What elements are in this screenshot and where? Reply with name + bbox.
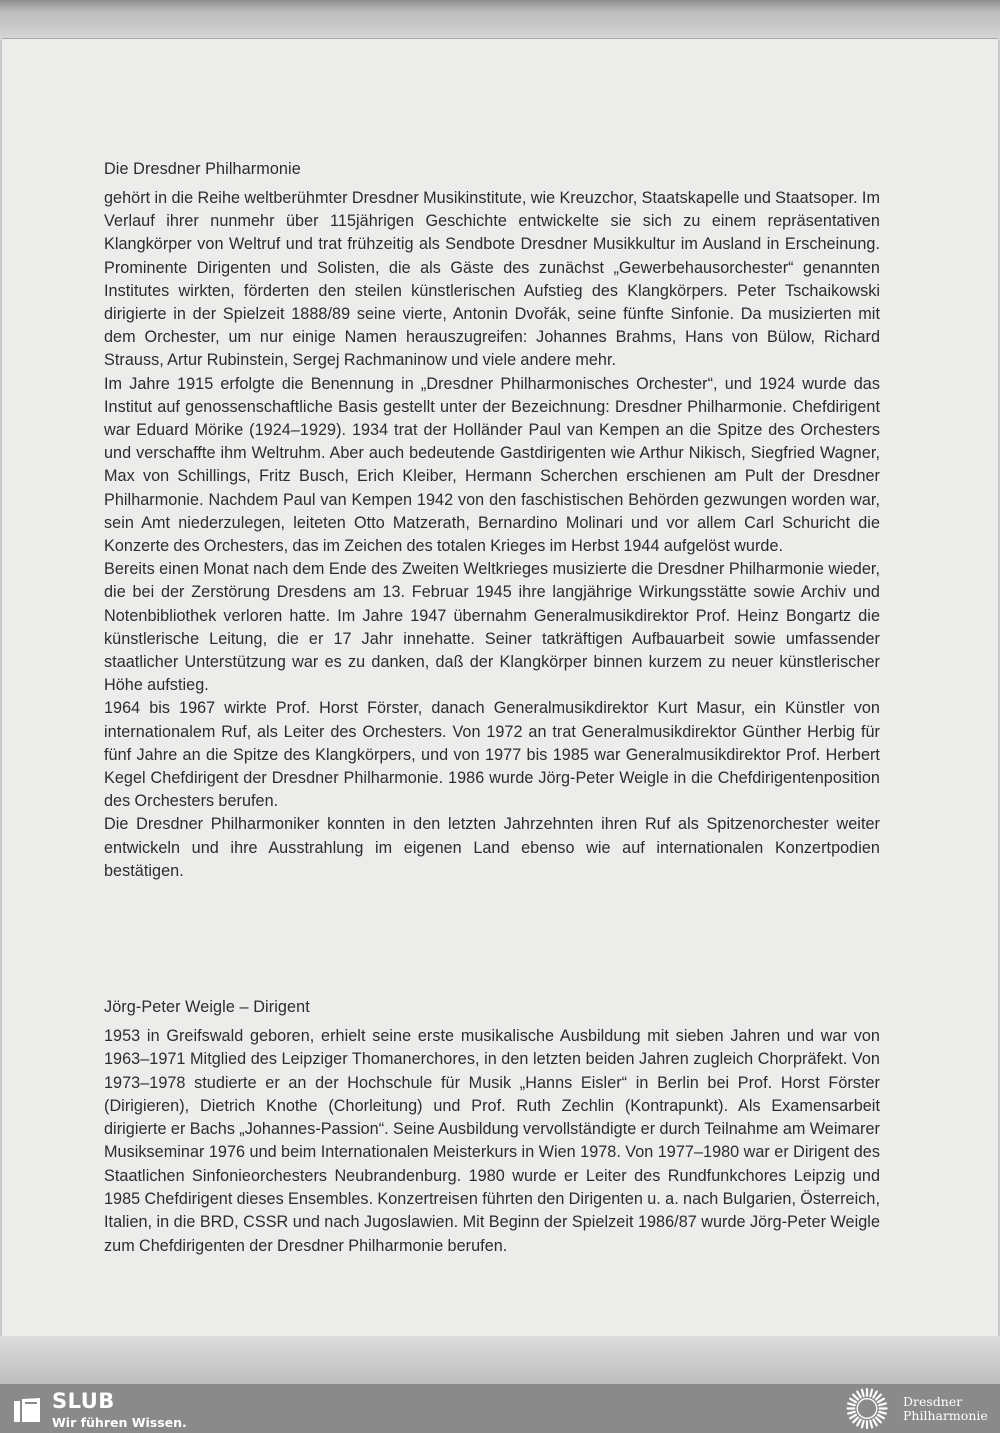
sunburst-ray: [857, 1420, 860, 1426]
paragraph: 1964 bis 1967 wirkte Prof. Horst Förster, danach Generalmusikdirektor Kurt Masur, ein Künstler von internationalem Ruf, als Leiter des Orchesters. Von 1972 an trat Generalmusikdirektor Günther Herbig für fünf Jahre an die Spitze des Klangkörpers, und von 1977 bis 1985 war Generalmusikdirektor Prof. Herbert Kegel Chefdirigent der Dresdner Philharmonie. 1986 wurde Jörg-Peter Weigle in die Chefdirigentenposition des Orchesters berufen.: [104, 699, 880, 811]
orchestra-name-line2: Philharmonie: [903, 1408, 988, 1423]
conductor-biography-section: [104, 997, 880, 1258]
sunburst-ray: [870, 1390, 872, 1397]
sunburst-ray: [879, 1412, 886, 1414]
library-name[interactable]: SLUB: [52, 1389, 115, 1413]
sunburst-ray: [862, 1390, 864, 1397]
sunburst-ray: [853, 1395, 858, 1400]
orchestra-name-line1: Dresdner: [903, 1394, 963, 1409]
sunburst-ray: [879, 1403, 886, 1405]
book-icon: [14, 1398, 42, 1422]
sunburst-ray: [870, 1421, 872, 1428]
sunburst-ray: [848, 1412, 855, 1414]
orchestra-logo-text[interactable]: [903, 1395, 999, 1423]
sunburst-ray: [850, 1415, 856, 1418]
section-heading: Jörg-Peter Weigle – Dirigent: [104, 998, 310, 1016]
sunburst-ray: [878, 1399, 884, 1402]
section-heading: Die Dresdner Philharmonie: [104, 160, 301, 178]
footer-bar: [0, 1384, 1000, 1433]
paragraph: gehört in die Reihe weltberühmter Dresdner Musikinstitute, wie Kreuzchor, Staatskapelle und Staatsoper. Im Verlauf ihrer nunmehr über 115jährigen Geschichte entwickelte sie sich zu einem repräsentativen Klangkörper von Weltruf und trat frühzeitig als Sendbote Dresdner Musikkultur im Ausland in Erscheinung. Prominente Dirigenten und Solisten, die als Gäste des zunächst „Gewerbehausorchester“ genannten Institutes wirkten, förderten den steilen künstlerischen Aufstieg des Klangkörpers. Peter Tschaikowski dirigierte in der Spielzeit 1888/89 seine vierte, Antonin Dvořák, seine fünfte Sinfonie. Da musizierten mit dem Orchester, um nur einige Namen herauszugreifen: Johannes Brahms, Hans von Bülow, Richard Strauss, Artur Rubinstein, Sergej Rachmaninow und viele andere mehr.: [104, 189, 880, 370]
sunburst-ray: [862, 1421, 864, 1428]
sunburst-ray: [873, 1392, 876, 1398]
scan-bottom-margin: [0, 1336, 1000, 1384]
document-page: [2, 38, 998, 1337]
sunburst-ray: [878, 1415, 884, 1418]
paragraph: 1953 in Greifswald geboren, erhielt seine erste musikalische Ausbildung mit sieben Jahren und war von 1963–1971 Mitglied des Leipziger Thomanerchores, in den letzten beiden Jahren zugleich Chorpräfekt. Von 1973–1978 studierte er an der Hochschule für Musik „Hanns Eisler“ in Berlin bei Prof. Horst Förster (Dirigieren), Dietrich Knothe (Chorleitung) und Prof. Ruth Zechlin (Kontrapunkt). Als Examensarbeit dirigierte er Bachs „Johannes-Passion“. Seine Ausbildung vervollständigte er durch Teilnahme am Weimarer Musikseminar 1976 und beim Internationalen Meisterkurs in Wien 1978. Von 1977–1980 war er Dirigent des Staatlichen Sinfonieorchesters Neubrandenburg. 1980 wurde er Leiter des Rundfunkchores Leipzig und 1985 Chefdirigent dieses Ensembles. Konzertreisen führten den Dirigenten u. a. nach Bulgarien, Österreich, Italien, in die BRD, CSSR und nach Jugoslawien. Mit Beginn der Spielzeit 1986/87 wurde Jörg-Peter Weigle zum Chefdirigenten der Dresdner Philharmonie berufen.: [104, 1027, 880, 1255]
paragraph: Die Dresdner Philharmoniker konnten in den letzten Jahrzehnten ihren Ruf als Spitzenorchester weiter entwickeln und ihre Ausstrahlung im eigenen Land ebenso wie auf internationalen Konzertpodien bestätigen.: [104, 815, 880, 880]
scan-top-edge: [0, 0, 1000, 40]
library-tagline: Wir führen Wissen.: [52, 1415, 187, 1430]
sunburst-ray: [876, 1395, 881, 1400]
sunburst-ray: [850, 1399, 856, 1402]
paragraph: Im Jahre 1915 erfolgte die Benennung in „Dresdner Philharmonisches Orchester“, und 1924 wurde das Institut auf genossenschaftliche Basis gestellt unter der Bezeichnung: Dresdner Philharmonie. Chefdirigent war Eduard Mörike (1924–1929). 1934 trat der Holländer Paul van Kempen an die Spitze des Orchesters und verschaffte ihm Weltruhm. Aber auch bedeutende Gastdirigenten wie Arthur Nikisch, Siegfried Wagner, Max von Schillings, Fritz Busch, Erich Kleiber, Hermann Scherchen erschienen am Pult der Dresdner Philharmonie. Nachdem Paul van Kempen 1942 von den faschistischen Behörden gezwungen worden war, sein Amt niederzulegen, leiteten Otto Matzerath, Bernardino Molinari und vor allem Carl Schuricht die Konzerte des Orchesters, das im Zeichen des totalen Krieges im Herbst 1944 aufgelöst wurde.: [104, 374, 880, 556]
sunburst-ray: [848, 1403, 855, 1405]
sunburst-ray: [857, 1392, 860, 1398]
sunburst-ray: [873, 1420, 876, 1426]
sunburst-ray: [876, 1417, 881, 1422]
orchestra-history-section: [104, 159, 880, 883]
paragraph: Bereits einen Monat nach dem Ende des Zweiten Weltkrieges musizierte die Dresdner Philharmonie wieder, die bei der Zerstörung Dresdens am 13. Februar 1945 ihre langjährige Wirkungsstätte sowie Archiv und Notenbibliothek verloren hatte. Im Jahre 1947 übernahm Generalmusikdirektor Prof. Heinz Bongartz die künstlerische Leitung, die er 17 Jahr innehatte. Seiner tatkräftigen Aufbauarbeit sowie umfassender staatlicher Unterstützung war es zu danken, daß der Klangkörper binnen kurzem zu neuer künstlerischer Höhe aufstieg.: [104, 560, 880, 695]
sunburst-ray: [853, 1417, 858, 1422]
sunburst-logo-icon[interactable]: [842, 1387, 892, 1430]
